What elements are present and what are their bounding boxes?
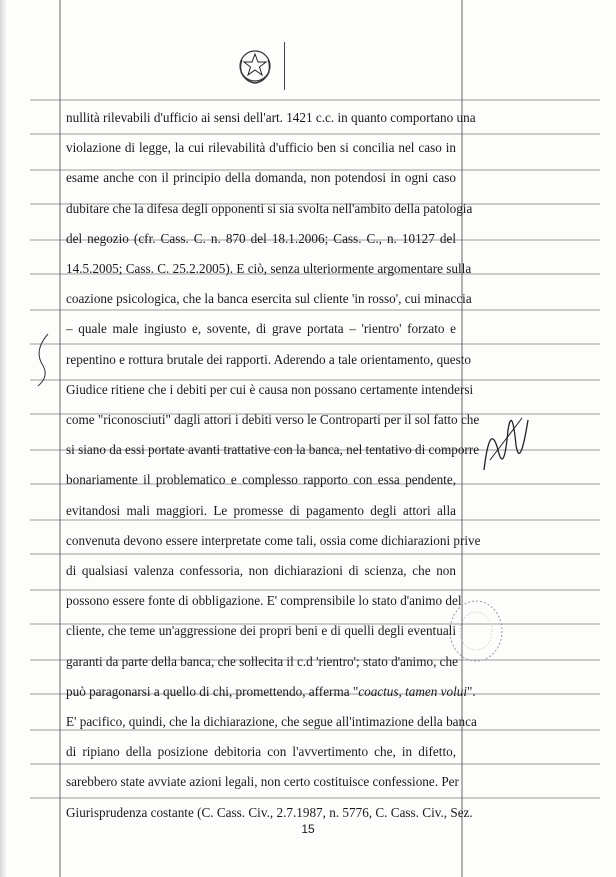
text-segment: sarebbero state avviate azioni legali, non certo costituisce confessione. Per xyxy=(66,774,459,790)
text-line xyxy=(66,140,456,156)
page-number: 15 xyxy=(301,822,315,836)
text-segment: possono essere fonte di obbligazione. E' comprensibile lo stato d'animo del xyxy=(66,593,462,609)
text-segment: ". xyxy=(467,683,476,699)
text-segment: bonariamente il problematico e complesso rapporto con essa pendente, xyxy=(66,472,456,488)
text-line xyxy=(66,714,477,730)
text-segment: Giurisprudenza costante (C. Cass. Civ., 2.7.1987, n. 5776, C. Cass. Civ., Sez. xyxy=(66,804,473,820)
text-segment: evitandosi mali maggiori. Le promesse di pagamento degli attori alla xyxy=(66,502,456,518)
text-segment: 14.5.2005; Cass. C. 25.2.2005). E ciò, senza ulteriormente argomentare sulla xyxy=(66,261,472,276)
text-line xyxy=(66,744,456,760)
text-line xyxy=(66,110,476,126)
text-line xyxy=(66,683,476,700)
text-line xyxy=(66,321,456,337)
text-segment: cliente, che teme un'aggressione dei propri beni e di quelli degli eventuali xyxy=(66,623,456,639)
margin-signature xyxy=(476,400,536,480)
text-segment: dubitare che la difesa degli opponenti si sia svolta nell'ambito della patologia xyxy=(66,200,473,216)
text-segment: coazione psicologica, che la banca esercita sul cliente 'in rosso', cui minaccia xyxy=(66,291,472,307)
margin-mark xyxy=(28,330,58,390)
latin-quote: coactus, tamen volui xyxy=(358,683,468,699)
text-segment: garanti da parte della banca, che sollecita il c.d 'rientro'; stato d'animo, che xyxy=(66,653,458,669)
text-line xyxy=(66,532,481,549)
text-segment: del negozio (cfr. Cass. C. n. 870 del 18.1.2006; Cass. C., n. 10127 del xyxy=(66,230,456,246)
text-line xyxy=(66,654,456,670)
text-segment: E' pacifico, quindi, che la dichiarazione, che segue all'intimazione della banca xyxy=(66,714,477,729)
text-line xyxy=(66,804,473,821)
text-line xyxy=(66,623,456,639)
text-line xyxy=(66,563,456,579)
text-line xyxy=(66,412,480,428)
text-line xyxy=(66,291,472,307)
text-segment: di qualsiasi valenza confessoria, non dichiarazioni di scienza, che non xyxy=(66,563,456,578)
text-segment: può paragonarsi a quello di chi, promettendo, afferma " xyxy=(66,683,359,699)
text-segment: repentino e rottura brutale dei rapporti. Aderendo a tale orientamento, questo xyxy=(66,351,471,367)
text-segment: convenuta devono essere interpretate come tali, ossia come dichiarazioni prive xyxy=(66,532,481,548)
header-divider xyxy=(284,42,285,90)
republic-emblem-icon xyxy=(236,46,274,86)
text-segment: nullità rilevabili d'ufficio ai sensi dell'art. 1421 c.c. in quanto comportano una xyxy=(66,110,476,125)
text-line xyxy=(66,170,456,186)
text-segment: Giudice ritiene che i debiti per cui è causa non possano certamente intendersi xyxy=(66,381,474,397)
text-line xyxy=(66,381,474,398)
text-line xyxy=(66,261,472,277)
text-segment: come "riconosciuti" dagli attori i debiti verso le Controparti per il sol fatto che xyxy=(66,412,480,427)
text-segment: si siano da essi portate avanti trattative con la banca, nel tentativo di comporre xyxy=(66,442,480,458)
text-segment: di ripiano della posizione debitoria con l'avvertimento che, in difetto, xyxy=(66,744,456,760)
text-segment: – quale male ingiusto e, sovente, di grave portata – 'rientro' forzato e xyxy=(66,321,456,337)
text-line xyxy=(66,231,456,247)
text-segment: esame anche con il principio della domanda, non potendosi in ogni caso xyxy=(66,170,456,186)
text-line xyxy=(66,442,480,458)
text-segment: violazione di legge, la cui rilevabilità d'ufficio ben si concilia nel caso in xyxy=(66,140,456,156)
text-line xyxy=(66,351,471,368)
text-line xyxy=(66,472,456,488)
text-line xyxy=(66,593,462,609)
text-line xyxy=(66,774,459,790)
text-line xyxy=(66,200,473,217)
text-line xyxy=(66,503,456,519)
